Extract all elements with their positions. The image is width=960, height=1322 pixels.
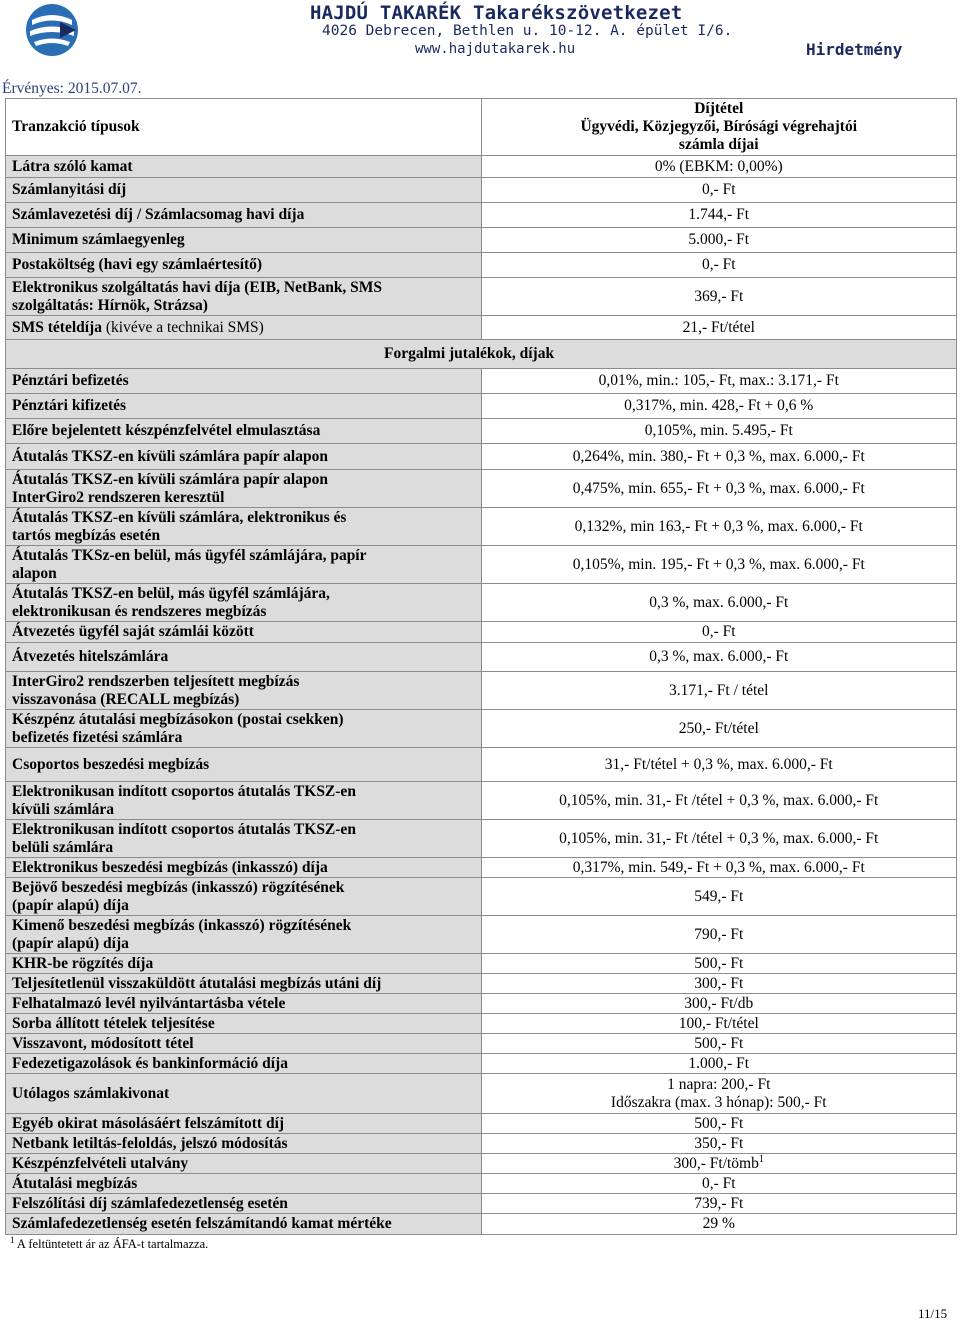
table-row: [6, 1174, 957, 1194]
row-value: 500,- Ft: [481, 1114, 957, 1134]
row-value: 0,317%, min. 428,- Ft + 0,6 %: [481, 394, 957, 419]
row-value: 0,- Ft: [481, 253, 957, 278]
table-row: [6, 278, 957, 316]
row-value: 739,- Ft: [481, 1194, 957, 1214]
row-label: Minimum számlaegyenleg: [6, 228, 482, 253]
table-row: [6, 820, 957, 858]
row-value: 0,475%, min. 655,- Ft + 0,3 %, max. 6.000,- Ft: [481, 470, 957, 508]
table-row: [6, 622, 957, 643]
table-row: [6, 444, 957, 470]
row-value: 1.744,- Ft: [481, 203, 957, 228]
document-type: Hirdetmény: [806, 40, 903, 59]
table-row: [6, 584, 957, 622]
row-value: 500,- Ft: [481, 954, 957, 974]
table-row: [6, 1154, 957, 1174]
row-label: Teljesítetlenül visszaküldött átutalási megbízás utáni díj: [6, 974, 482, 994]
table-row: [6, 994, 957, 1014]
section-row: [6, 340, 957, 369]
row-value: 0,105%, min. 31,- Ft /tétel + 0,3 %, max. 6.000,- Ft: [481, 782, 957, 820]
table-row: [6, 1194, 957, 1214]
table-row: [6, 916, 957, 954]
row-value: 5.000,- Ft: [481, 228, 957, 253]
row-label: SMS tételdíja (kivéve a technikai SMS): [6, 316, 482, 340]
row-label: Kimenő beszedési megbízás (inkasszó) rögzítésének (papír alapú) díja: [6, 916, 482, 954]
row-label: InterGiro2 rendszerben teljesített megbízás visszavonása (RECALL megbízás): [6, 672, 482, 710]
bank-website-link[interactable]: www.hajdutakarek.hu: [415, 41, 576, 57]
table-row: [6, 1014, 957, 1034]
table-row: [6, 1214, 957, 1235]
col-header-type: Tranzakció típusok: [6, 99, 482, 156]
row-value: 1.000,- Ft: [481, 1054, 957, 1074]
table-row: [6, 394, 957, 419]
row-label: Postaköltség (havi egy számlaértesítő): [6, 253, 482, 278]
row-label: Látra szóló kamat: [6, 156, 482, 178]
table-row: [6, 710, 957, 748]
hajdu-takarek-logo-icon: [22, 2, 82, 58]
row-label: Átutalási megbízás: [6, 1174, 482, 1194]
table-row: [6, 643, 957, 672]
table-row: [6, 419, 957, 444]
row-label: Készpénz átutalási megbízásokon (postai csekken) befizetés fizetési számlára: [6, 710, 482, 748]
row-value: 100,- Ft/tétel: [481, 1014, 957, 1034]
row-value: 0,- Ft: [481, 1174, 957, 1194]
section-title: Forgalmi jutalékok, díjak: [6, 340, 957, 369]
row-label: Pénztári kifizetés: [6, 394, 482, 419]
row-label: Átutalás TKSZ-en kívüli számlára papír alapon InterGiro2 rendszeren keresztül: [6, 470, 482, 508]
table-row: [6, 672, 957, 710]
row-value: 369,- Ft: [481, 278, 957, 316]
page-number: 11/15: [918, 1306, 948, 1321]
row-value: 300,- Ft: [481, 974, 957, 994]
table-row: [6, 156, 957, 178]
fee-table: [5, 98, 957, 1235]
row-label: Számlafedezetlenség esetén felszámítandó kamat mértéke: [6, 1214, 482, 1235]
table-row: [6, 1054, 957, 1074]
footnote-text: A feltüntetett ár az ÁFA-t tartalmazza.: [14, 1237, 209, 1251]
footnote-mark: 1: [10, 1235, 15, 1245]
row-label: Elektronikusan indított csoportos átutalás TKSZ-en kívüli számlára: [6, 782, 482, 820]
table-row: [6, 1034, 957, 1054]
row-value: 300,- Ft/db: [481, 994, 957, 1014]
footnote: [10, 1237, 208, 1252]
bank-address: 4026 Debrecen, Bethlen u. 10-12. A. épület I/6.: [322, 23, 733, 39]
row-value: 500,- Ft: [481, 1034, 957, 1054]
row-value: 300,- Ft/tömb$^1$: [481, 1154, 957, 1174]
table-row: [6, 228, 957, 253]
row-label: Átvezetés hitelszámlára: [6, 643, 482, 672]
table-row: [6, 1074, 957, 1114]
row-value: 0,105%, min. 195,- Ft + 0,3 %, max. 6.000,- Ft: [481, 546, 957, 584]
row-label: Készpénzfelvételi utalvány: [6, 1154, 482, 1174]
row-label: Egyéb okirat másolásáért felszámított díj: [6, 1114, 482, 1134]
document-header: [0, 0, 960, 80]
table-row: [6, 178, 957, 203]
row-label: KHR-be rögzítés díja: [6, 954, 482, 974]
row-label: Átvezetés ügyfél saját számlái között: [6, 622, 482, 643]
col-header-fee-line1: Díjtétel: [694, 100, 744, 117]
row-value: 0,105%, min. 5.495,- Ft: [481, 419, 957, 444]
row-value: 21,- Ft/tétel: [481, 316, 957, 340]
table-row: [6, 253, 957, 278]
row-label: Netbank letiltás-feloldás, jelszó módosítás: [6, 1134, 482, 1154]
row-label: Fedezetigazolások és bankinformáció díja: [6, 1054, 482, 1074]
table-row: [6, 1114, 957, 1134]
row-value: 0,132%, min 163,- Ft + 0,3 %, max. 6.000,- Ft: [481, 508, 957, 546]
row-label: Sorba állított tételek teljesítése: [6, 1014, 482, 1034]
table-row: [6, 858, 957, 878]
row-value: 549,- Ft: [481, 878, 957, 916]
row-value: 0,105%, min. 31,- Ft /tétel + 0,3 %, max. 6.000,- Ft: [481, 820, 957, 858]
row-label: Bejövő beszedési megbízás (inkasszó) rögzítésének (papír alapú) díja: [6, 878, 482, 916]
col-header-fee-line2: Ügyvédi, Közjegyzői, Bírósági végrehajtói: [580, 118, 857, 135]
row-value: 0,01%, min.: 105,- Ft, max.: 3.171,- Ft: [481, 369, 957, 394]
row-label: Átutalás TKSZ-en kívüli számlára papír alapon: [6, 444, 482, 470]
row-value: 0,264%, min. 380,- Ft + 0,3 %, max. 6.000,- Ft: [481, 444, 957, 470]
table-header-row: [6, 99, 957, 156]
col-header-fee: [481, 99, 957, 156]
row-label: Pénztári befizetés: [6, 369, 482, 394]
row-label: Csoportos beszedési megbízás: [6, 748, 482, 782]
row-value: 0,3 %, max. 6.000,- Ft: [481, 643, 957, 672]
row-value: 0,- Ft: [481, 178, 957, 203]
row-label: Utólagos számlakivonat: [6, 1074, 482, 1114]
col-header-fee-line3: számla díjai: [678, 136, 759, 153]
row-value: 31,- Ft/tétel + 0,3 %, max. 6.000,- Ft: [481, 748, 957, 782]
row-label: Előre bejelentett készpénzfelvétel elmulasztása: [6, 419, 482, 444]
row-label: Elektronikus beszedési megbízás (inkasszó) díja: [6, 858, 482, 878]
row-label: Felszólítási díj számlafedezetlenség esetén: [6, 1194, 482, 1214]
table-row: [6, 878, 957, 916]
row-value: 250,- Ft/tétel: [481, 710, 957, 748]
row-label: Átutalás TKSZ-en kívüli számlára, elektronikus és tartós megbízás esetén: [6, 508, 482, 546]
row-value: 0,3 %, max. 6.000,- Ft: [481, 584, 957, 622]
row-label: Elektronikusan indított csoportos átutalás TKSZ-en belüli számlára: [6, 820, 482, 858]
validity-date: Érvényes: 2015.07.07.: [2, 80, 142, 97]
table-row: [6, 508, 957, 546]
table-row: [6, 369, 957, 394]
row-value: 0% (EBKM: 0,00%): [481, 156, 957, 178]
bank-name: HAJDÚ TAKARÉK Takarékszövetkezet: [310, 2, 683, 24]
row-value: 0,317%, min. 549,- Ft + 0,3 %, max. 6.000,- Ft: [481, 858, 957, 878]
row-label: Átutalás TKSZ-en belül, más ügyfél számlájára, elektronikusan és rendszeres megbízás: [6, 584, 482, 622]
table-row: [6, 782, 957, 820]
row-label: Felhatalmazó levél nyilvántartásba vétele: [6, 994, 482, 1014]
table-row: [6, 546, 957, 584]
row-label: Számlavezetési díj / Számlacsomag havi díja: [6, 203, 482, 228]
row-label: Átutalás TKSz-en belül, más ügyfél számlájára, papír alapon: [6, 546, 482, 584]
table-row: [6, 974, 957, 994]
row-value: 0,- Ft: [481, 622, 957, 643]
table-row: [6, 1134, 957, 1154]
table-row: [6, 316, 957, 340]
row-label: Visszavont, módosított tétel: [6, 1034, 482, 1054]
table-row: [6, 748, 957, 782]
row-value: 350,- Ft: [481, 1134, 957, 1154]
row-value: 3.171,- Ft / tétel: [481, 672, 957, 710]
table-row: [6, 954, 957, 974]
table-row: [6, 470, 957, 508]
row-label: Elektronikus szolgáltatás havi díja (EIB, NetBank, SMS szolgáltatás: Hírnök, Strázsa): [6, 278, 482, 316]
row-label: Számlanyitási díj: [6, 178, 482, 203]
table-row: [6, 203, 957, 228]
row-value: 1 napra: 200,- Ft Időszakra (max. 3 hónap): 500,- Ft: [481, 1074, 957, 1114]
row-value: 29 %: [481, 1214, 957, 1235]
row-value: 790,- Ft: [481, 916, 957, 954]
